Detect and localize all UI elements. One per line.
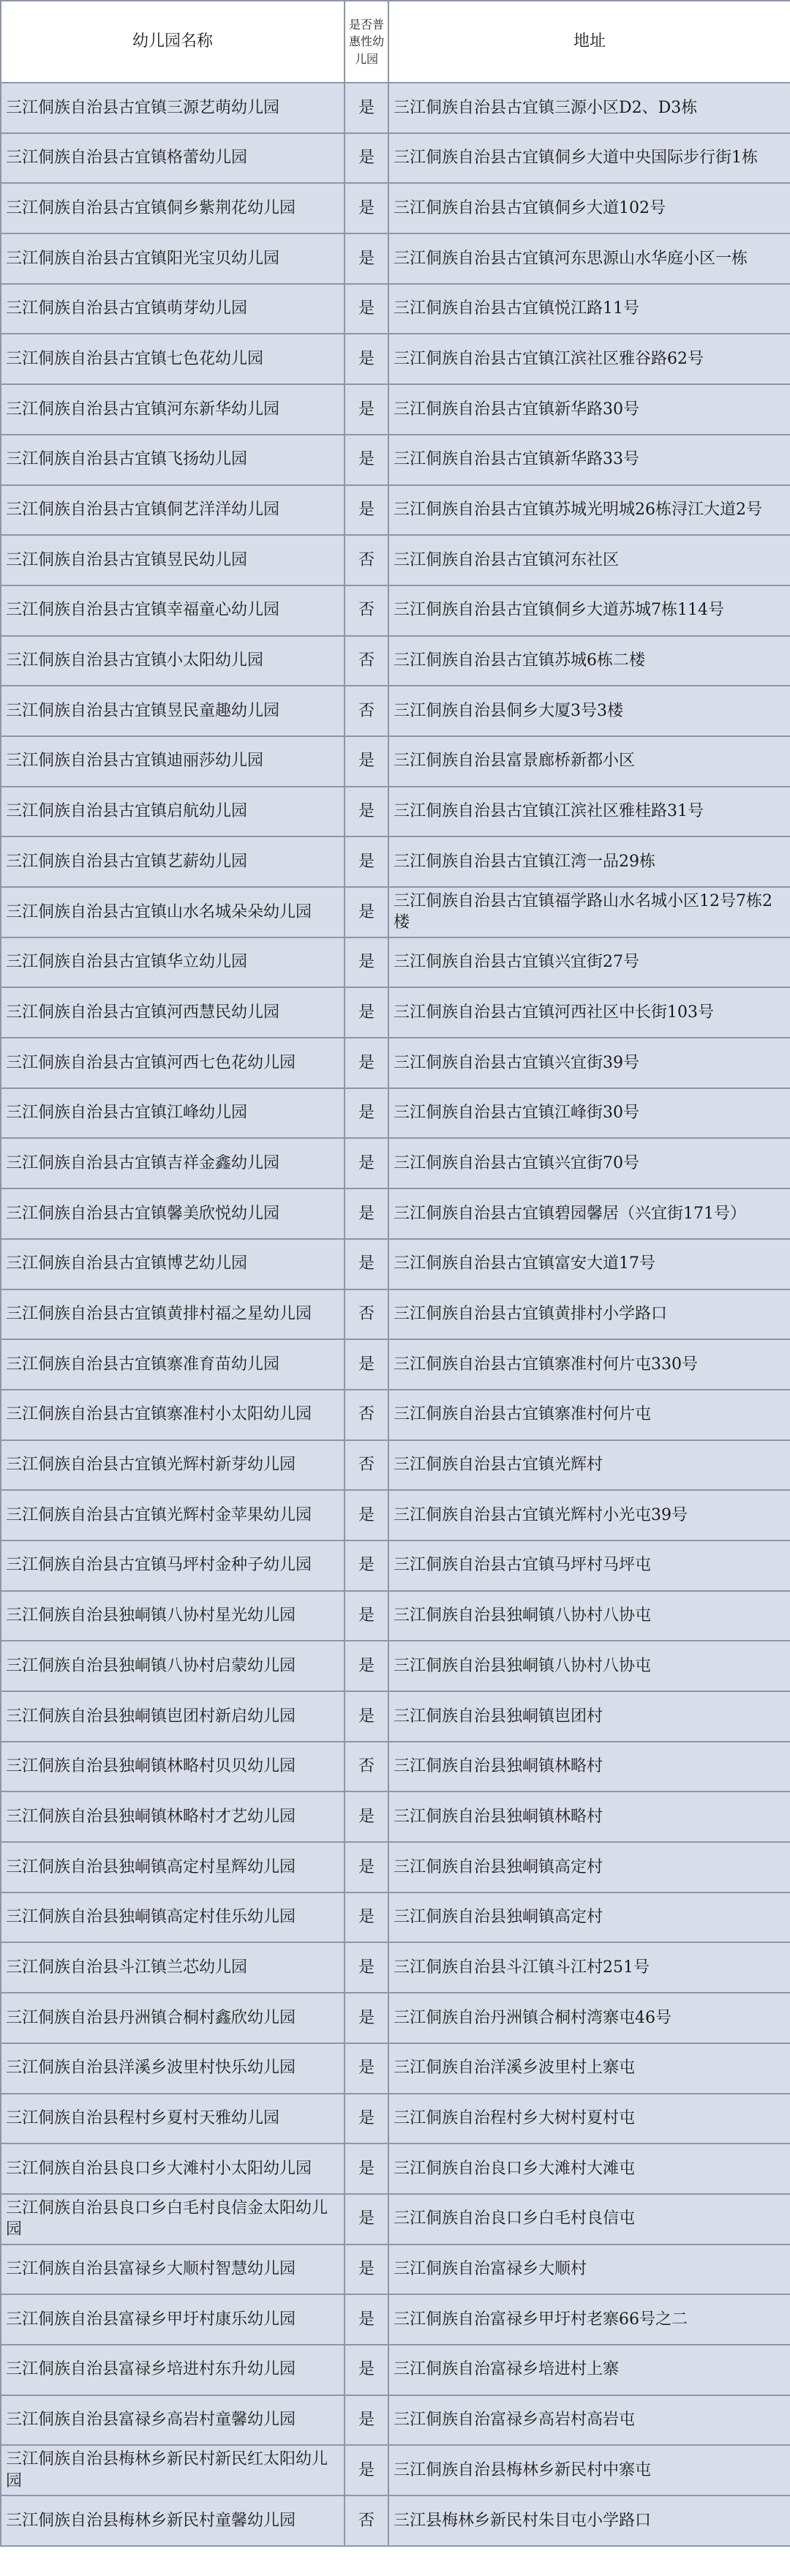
puhui-flag-cell: 是: [345, 1641, 388, 1691]
address-cell: 三江侗族自治县侗乡大厦3号3楼: [388, 686, 790, 736]
kindergarten-name-cell: 三江侗族自治县独峒镇八协村星光幼儿园: [1, 1591, 345, 1641]
table-row: [1, 2445, 790, 2496]
table-row: [1, 1339, 790, 1390]
kindergarten-name-cell: 三江侗族自治县古宜镇三源艺萌幼儿园: [1, 83, 345, 133]
puhui-flag-cell: 是: [345, 2143, 388, 2194]
address-cell: 三江侗族自治县古宜镇江湾一品29栋: [388, 836, 790, 887]
address-cell: 三江侗族自治县独峒镇高定村: [388, 1892, 790, 1943]
puhui-flag-cell: 是: [345, 987, 388, 1038]
address-cell: 三江侗族自治县古宜镇光辉村: [388, 1440, 790, 1491]
puhui-flag-cell: 是: [345, 1239, 388, 1289]
address-cell: 三江侗族自治良口乡大滩村大滩屯: [388, 2143, 790, 2194]
kindergarten-name-cell: 三江侗族自治县古宜镇河东新华幼儿园: [1, 384, 345, 435]
address-cell: 三江侗族自治县古宜镇黄排村小学路口: [388, 1289, 790, 1340]
kindergarten-name-cell: 三江侗族自治县独峒镇岜团村新启幼儿园: [1, 1691, 345, 1742]
address-cell: 三江侗族自治县古宜镇苏城6栋二楼: [388, 636, 790, 686]
address-cell: 三江侗族自治县古宜镇富安大道17号: [388, 1239, 790, 1289]
puhui-flag-cell: 是: [345, 1339, 388, 1390]
address-cell: 三江侗族自治县古宜镇光辉村小光屯39号: [388, 1490, 790, 1540]
table-row: [1, 1239, 790, 1289]
kindergarten-name-cell: 三江侗族自治县古宜镇光辉村金苹果幼儿园: [1, 1490, 345, 1540]
kindergarten-name-cell: 三江侗族自治县独峒镇林略村贝贝幼儿园: [1, 1742, 345, 1792]
kindergarten-name-cell: 三江侗族自治县古宜镇昱民童趣幼儿园: [1, 686, 345, 736]
table-row: [1, 1641, 790, 1691]
table-row: [1, 1440, 790, 1491]
puhui-flag-cell: 是: [345, 1188, 388, 1239]
address-cell: 三江侗族自治县古宜镇寨准村何片屯330号: [388, 1339, 790, 1390]
address-cell: 三江侗族自治良口乡白毛村良信屯: [388, 2194, 790, 2244]
address-cell: 三江侗族自治县独峒镇林略村: [388, 1742, 790, 1792]
kindergarten-name-cell: 三江侗族自治县斗江镇兰芯幼儿园: [1, 1942, 345, 1993]
kindergarten-name-cell: 三江侗族自治县古宜镇光辉村新芽幼儿园: [1, 1440, 345, 1491]
address-cell: 三江侗族自治县古宜镇碧园馨居（兴宜街171号）: [388, 1188, 790, 1239]
kindergarten-name-cell: 三江侗族自治县梅林乡新民村童馨幼儿园: [1, 2496, 345, 2546]
address-cell: 三江县梅林乡新民村朱目屯小学路口: [388, 2496, 790, 2546]
table-row: [1, 1138, 790, 1188]
table-row: [1, 284, 790, 334]
address-cell: 三江侗族自治县独峒镇岜团村: [388, 1691, 790, 1742]
puhui-flag-cell: 否: [345, 686, 388, 736]
table-row: [1, 2094, 790, 2144]
table-row: [1, 1289, 790, 1340]
table-row: [1, 736, 790, 787]
address-cell: 三江侗族自治县独峒镇八协村八协屯: [388, 1641, 790, 1691]
address-cell: 三江侗族自治县古宜镇兴宜街27号: [388, 937, 790, 988]
puhui-flag-cell: 是: [345, 2445, 388, 2496]
puhui-flag-cell: 是: [345, 1138, 388, 1188]
table-row: [1, 183, 790, 233]
puhui-flag-cell: 是: [345, 1490, 388, 1540]
kindergarten-name-cell: 三江侗族自治县古宜镇马坪村金种子幼儿园: [1, 1540, 345, 1591]
puhui-flag-cell: 是: [345, 133, 388, 184]
kindergarten-name-cell: 三江侗族自治县良口乡大滩村小太阳幼儿园: [1, 2143, 345, 2194]
puhui-flag-cell: 是: [345, 1842, 388, 1892]
kindergarten-name-cell: 三江侗族自治县古宜镇幸福童心幼儿园: [1, 585, 345, 636]
kindergarten-name-cell: 三江侗族自治县古宜镇河西七色花幼儿园: [1, 1038, 345, 1088]
address-cell: 三江侗族自治县古宜镇兴宜街39号: [388, 1038, 790, 1088]
kindergarten-name-cell: 三江侗族自治县富禄乡培进村东升幼儿园: [1, 2345, 345, 2395]
puhui-flag-cell: 否: [345, 535, 388, 585]
kindergarten-name-cell: 三江侗族自治县独峒镇高定村星辉幼儿园: [1, 1842, 345, 1892]
kindergarten-name-cell: 三江侗族自治县良口乡白毛村良信金太阳幼儿园: [1, 2194, 345, 2244]
table-row: [1, 937, 790, 988]
puhui-flag-cell: 是: [345, 1691, 388, 1742]
kindergarten-name-cell: 三江侗族自治县古宜镇馨美欣悦幼儿园: [1, 1188, 345, 1239]
kindergarten-name-cell: 三江侗族自治县独峒镇八协村启蒙幼儿园: [1, 1641, 345, 1691]
kindergarten-name-cell: 三江侗族自治县古宜镇小太阳幼儿园: [1, 636, 345, 686]
table-row: [1, 83, 790, 133]
kindergarten-name-cell: 三江侗族自治县洋溪乡波里村快乐幼儿园: [1, 2043, 345, 2094]
kindergarten-name-cell: 三江侗族自治县富禄乡高岩村童馨幼儿园: [1, 2395, 345, 2446]
puhui-flag-cell: 是: [345, 2194, 388, 2244]
header-puhui: 是否普惠性幼儿园: [345, 1, 388, 83]
table-row: [1, 435, 790, 485]
table-row: [1, 836, 790, 887]
puhui-flag-cell: 是: [345, 183, 388, 233]
table-row: [1, 585, 790, 636]
kindergarten-name-cell: 三江侗族自治县梅林乡新民村新民红太阳幼儿园: [1, 2445, 345, 2496]
puhui-flag-cell: 是: [345, 736, 388, 787]
address-cell: 三江侗族自治县古宜镇江滨社区雅桂路31号: [388, 787, 790, 837]
kindergarten-name-cell: 三江侗族自治县古宜镇阳光宝贝幼儿园: [1, 233, 345, 284]
puhui-flag-cell: 是: [345, 1540, 388, 1591]
table-row: [1, 1540, 790, 1591]
address-cell: 三江侗族自治县独峒镇八协村八协屯: [388, 1591, 790, 1641]
address-cell: 三江侗族自治洋溪乡波里村上寨屯: [388, 2043, 790, 2094]
address-cell: 三江侗族自治县古宜镇河西社区中长街103号: [388, 987, 790, 1038]
address-cell: 三江侗族自治县独峒镇林略村: [388, 1791, 790, 1842]
puhui-flag-cell: 否: [345, 2496, 388, 2546]
kindergarten-name-cell: 三江侗族自治县古宜镇江峰幼儿园: [1, 1088, 345, 1139]
address-cell: 三江侗族自治县古宜镇马坪村马坪屯: [388, 1540, 790, 1591]
kindergarten-name-cell: 三江侗族自治县丹洲镇合桐村鑫欣幼儿园: [1, 1993, 345, 2043]
table-row: [1, 2194, 790, 2244]
puhui-flag-cell: 否: [345, 585, 388, 636]
table-row: [1, 2294, 790, 2345]
puhui-flag-cell: 是: [345, 1038, 388, 1088]
table-row: [1, 2244, 790, 2295]
puhui-flag-cell: 否: [345, 1289, 388, 1340]
address-cell: 三江侗族自治富禄乡甲圩村老寨66号之二: [388, 2294, 790, 2345]
table-row: [1, 485, 790, 536]
table-row: [1, 1942, 790, 1993]
kindergarten-name-cell: 三江侗族自治县独峒镇林略村才艺幼儿园: [1, 1791, 345, 1842]
address-cell: 三江侗族自治富禄乡高岩村高岩屯: [388, 2395, 790, 2446]
header-address: 地址: [388, 1, 790, 83]
kindergarten-name-cell: 三江侗族自治县古宜镇河西慧民幼儿园: [1, 987, 345, 1038]
address-cell: 三江侗族自治县古宜镇江滨社区雅谷路62号: [388, 334, 790, 384]
puhui-flag-cell: 是: [345, 1791, 388, 1842]
table-row: [1, 2143, 790, 2194]
table-row: [1, 887, 790, 937]
address-cell: 三江侗族自治富禄乡培进村上寨: [388, 2345, 790, 2395]
table-row: [1, 2043, 790, 2094]
puhui-flag-cell: 是: [345, 2395, 388, 2446]
kindergarten-name-cell: 三江侗族自治县独峒镇高定村佳乐幼儿园: [1, 1892, 345, 1943]
kindergarten-name-cell: 三江侗族自治县富禄乡大顺村智慧幼儿园: [1, 2244, 345, 2295]
kindergarten-name-cell: 三江侗族自治县古宜镇华立幼儿园: [1, 937, 345, 988]
kindergarten-name-cell: 三江侗族自治县程村乡夏村天雅幼儿园: [1, 2094, 345, 2144]
kindergarten-name-cell: 三江侗族自治县古宜镇博艺幼儿园: [1, 1239, 345, 1289]
kindergarten-name-cell: 三江侗族自治县古宜镇山水名城朵朵幼儿园: [1, 887, 345, 937]
table-row: [1, 1842, 790, 1892]
table-row: [1, 1691, 790, 1742]
puhui-flag-cell: 是: [345, 1942, 388, 1993]
address-cell: 三江侗族自治县古宜镇悦江路11号: [388, 284, 790, 334]
table-row: [1, 384, 790, 435]
header-name: 幼儿园名称: [1, 1, 345, 83]
kindergarten-name-cell: 三江侗族自治县古宜镇七色花幼儿园: [1, 334, 345, 384]
table-row: [1, 233, 790, 284]
address-cell: 三江侗族自治县古宜镇河东思源山水华庭小区一栋: [388, 233, 790, 284]
address-cell: 三江侗族自治县古宜镇兴宜街70号: [388, 1138, 790, 1188]
puhui-flag-cell: 是: [345, 1892, 388, 1943]
kindergarten-name-cell: 三江侗族自治县富禄乡甲圩村康乐幼儿园: [1, 2294, 345, 2345]
table-row: [1, 1993, 790, 2043]
kindergarten-name-cell: 三江侗族自治县古宜镇飞扬幼儿园: [1, 435, 345, 485]
address-cell: 三江侗族自治丹洲镇合桐村湾寨屯46号: [388, 1993, 790, 2043]
puhui-flag-cell: 是: [345, 233, 388, 284]
puhui-flag-cell: 是: [345, 1993, 388, 2043]
address-cell: 三江侗族自治富禄乡大顺村: [388, 2244, 790, 2295]
address-cell: 三江侗族自治县古宜镇侗乡大道苏城7栋114号: [388, 585, 790, 636]
puhui-flag-cell: 是: [345, 2244, 388, 2295]
table-row: [1, 1892, 790, 1943]
puhui-flag-cell: 否: [345, 1440, 388, 1491]
puhui-flag-cell: 是: [345, 2043, 388, 2094]
kindergarten-name-cell: 三江侗族自治县古宜镇昱民幼儿园: [1, 535, 345, 585]
address-cell: 三江侗族自治县古宜镇新华路33号: [388, 435, 790, 485]
puhui-flag-cell: 是: [345, 1591, 388, 1641]
table-row: [1, 1591, 790, 1641]
address-cell: 三江侗族自治程村乡大树村夏村屯: [388, 2094, 790, 2144]
table-row: [1, 1038, 790, 1088]
address-cell: 三江侗族自治县古宜镇河东社区: [388, 535, 790, 585]
table-row: [1, 2496, 790, 2546]
puhui-flag-cell: 否: [345, 636, 388, 686]
puhui-flag-cell: 否: [345, 1390, 388, 1440]
address-cell: 三江侗族自治县独峒镇高定村: [388, 1842, 790, 1892]
table-row: [1, 1390, 790, 1440]
kindergarten-name-cell: 三江侗族自治县古宜镇侗艺洋洋幼儿园: [1, 485, 345, 536]
header-row: [1, 1, 790, 83]
address-cell: 三江侗族自治县富景廊桥新都小区: [388, 736, 790, 787]
puhui-flag-cell: 是: [345, 2294, 388, 2345]
puhui-flag-cell: 是: [345, 2094, 388, 2144]
puhui-flag-cell: 是: [345, 435, 388, 485]
address-cell: 三江侗族自治县古宜镇三源小区D2、D3栋: [388, 83, 790, 133]
puhui-flag-cell: 是: [345, 836, 388, 887]
kindergarten-name-cell: 三江侗族自治县古宜镇寨准育苗幼儿园: [1, 1339, 345, 1390]
address-cell: 三江侗族自治县古宜镇福学路山水名城小区12号7栋2楼: [388, 887, 790, 937]
table-row: [1, 535, 790, 585]
puhui-flag-cell: 是: [345, 284, 388, 334]
table-row: [1, 133, 790, 184]
address-cell: 三江侗族自治县梅林乡新民村中寨屯: [388, 2445, 790, 2496]
kindergarten-name-cell: 三江侗族自治县古宜镇黄排村福之星幼儿园: [1, 1289, 345, 1340]
table-row: [1, 334, 790, 384]
table-row: [1, 787, 790, 837]
address-cell: 三江侗族自治县斗江镇斗江村251号: [388, 1942, 790, 1993]
table-row: [1, 686, 790, 736]
kindergarten-name-cell: 三江侗族自治县古宜镇寨准村小太阳幼儿园: [1, 1390, 345, 1440]
table-row: [1, 1791, 790, 1842]
puhui-flag-cell: 否: [345, 1742, 388, 1792]
puhui-flag-cell: 是: [345, 1088, 388, 1139]
kindergarten-name-cell: 三江侗族自治县古宜镇艺薪幼儿园: [1, 836, 345, 887]
table-row: [1, 636, 790, 686]
puhui-flag-cell: 是: [345, 384, 388, 435]
address-cell: 三江侗族自治县古宜镇侗乡大道102号: [388, 183, 790, 233]
puhui-flag-cell: 是: [345, 83, 388, 133]
table-row: [1, 1188, 790, 1239]
kindergarten-name-cell: 三江侗族自治县古宜镇启航幼儿园: [1, 787, 345, 837]
address-cell: 三江侗族自治县古宜镇江峰街30号: [388, 1088, 790, 1139]
puhui-flag-cell: 是: [345, 485, 388, 536]
table-row: [1, 1490, 790, 1540]
address-cell: 三江侗族自治县古宜镇寨准村何片屯: [388, 1390, 790, 1440]
kindergarten-name-cell: 三江侗族自治县古宜镇格蕾幼儿园: [1, 133, 345, 184]
table-row: [1, 1742, 790, 1792]
puhui-flag-cell: 是: [345, 887, 388, 937]
kindergarten-name-cell: 三江侗族自治县古宜镇迪丽莎幼儿园: [1, 736, 345, 787]
address-cell: 三江侗族自治县古宜镇苏城光明城26栋浔江大道2号: [388, 485, 790, 536]
puhui-flag-cell: 是: [345, 2345, 388, 2395]
kindergarten-name-cell: 三江侗族自治县古宜镇萌芽幼儿园: [1, 284, 345, 334]
table-row: [1, 2395, 790, 2446]
table-row: [1, 2345, 790, 2395]
table-row: [1, 987, 790, 1038]
puhui-flag-cell: 是: [345, 787, 388, 837]
puhui-flag-cell: 是: [345, 334, 388, 384]
address-cell: 三江侗族自治县古宜镇新华路30号: [388, 384, 790, 435]
table-row: [1, 1088, 790, 1139]
address-cell: 三江侗族自治县古宜镇侗乡大道中央国际步行街1栋: [388, 133, 790, 184]
puhui-flag-cell: 是: [345, 937, 388, 988]
kindergarten-name-cell: 三江侗族自治县古宜镇吉祥金鑫幼儿园: [1, 1138, 345, 1188]
kindergarten-name-cell: 三江侗族自治县古宜镇侗乡紫荆花幼儿园: [1, 183, 345, 233]
